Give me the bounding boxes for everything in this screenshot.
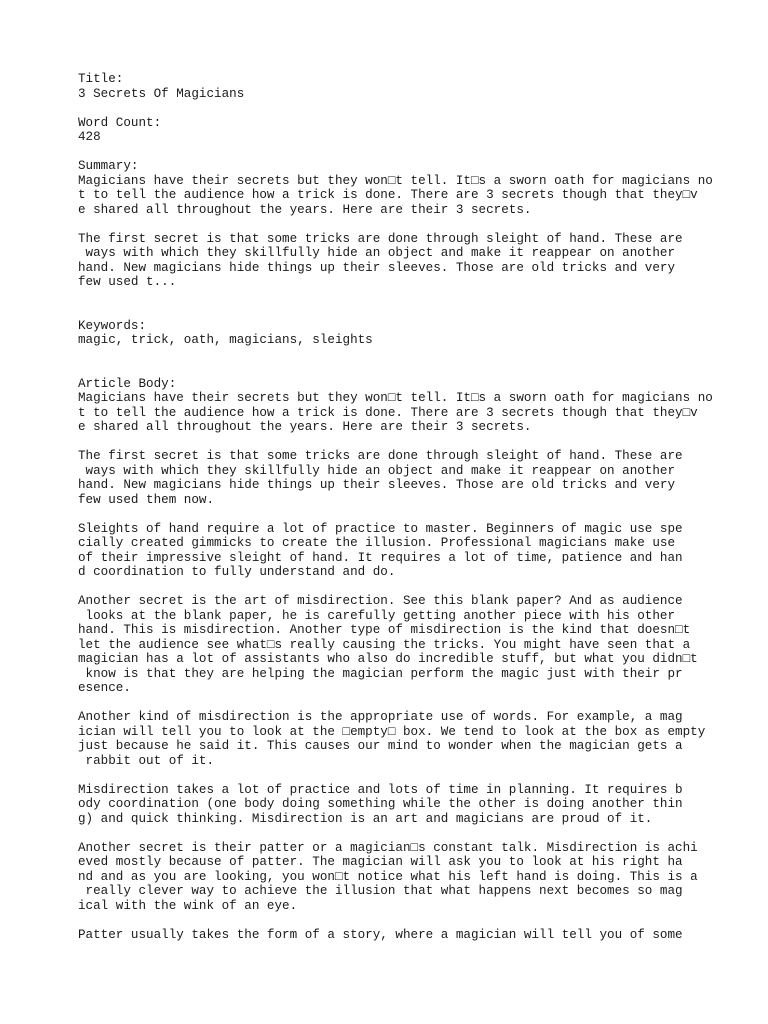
text-line: d coordination to fully understand and do. xyxy=(78,565,396,579)
blank-line xyxy=(78,145,738,160)
blank-line xyxy=(78,826,738,841)
text-line: ician will tell you to look at the □empty□ box. We tend to look at the box as empty xyxy=(78,724,706,739)
text-line: e shared all throughout the years. Here are their 3 secrets. xyxy=(78,202,532,217)
document-text xyxy=(78,72,738,942)
text-line: magician has a lot of assistants who also do incredible stuff, but what you didn□t xyxy=(78,652,698,666)
text-line: know is that they are helping the magician perform the magic just with their pr xyxy=(78,666,683,681)
text-line: Another secret is their patter or a magician□s constant talk. Misdirection is achi xyxy=(78,840,698,855)
text-line: Magicians have their secrets but they won□t tell. It□s a sworn oath for magicians no xyxy=(78,173,713,188)
text-line: ways with which they skillfully hide an object and make it reappear on another xyxy=(78,463,676,478)
blank-line xyxy=(78,362,738,377)
text-line: of their impressive sleight of hand. It requires a lot of time, patience and han xyxy=(78,550,683,565)
text-line: just because he said it. This causes our mind to wonder when the magician gets a xyxy=(78,739,683,753)
blank-line xyxy=(78,217,738,232)
text-line: Word Count: xyxy=(78,115,162,130)
text-line: Misdirection takes a lot of practice and lots of time in planning. It requires b xyxy=(78,782,683,797)
text-line: Another kind of misdirection is the appropriate use of words. For example, a mag xyxy=(78,710,683,724)
text-line: Another secret is the art of misdirection. See this blank paper? And as audience xyxy=(78,594,683,608)
text-line: Title: xyxy=(78,72,124,86)
text-line: few used them now. xyxy=(78,492,215,507)
text-line: 428 xyxy=(78,130,101,144)
text-line: ody coordination (one body doing something while the other is doing another thin xyxy=(78,797,683,811)
text-line: 3 Secrets Of Magicians xyxy=(78,86,245,101)
text-line: hand. This is misdirection. Another type of misdirection is the kind that doesn□t xyxy=(78,623,691,637)
text-line: t to tell the audience how a trick is done. There are 3 secrets though that they□v xyxy=(78,188,698,202)
blank-line xyxy=(78,304,738,319)
text-line: The first secret is that some tricks are done through sleight of hand. These are xyxy=(78,449,683,463)
text-line: Magicians have their secrets but they won□t tell. It□s a sworn oath for magicians no xyxy=(78,391,713,405)
text-line: rabbit out of it. xyxy=(78,753,215,768)
blank-line xyxy=(78,507,738,522)
text-line: Patter usually takes the form of a story, where a magician will tell you of some xyxy=(78,927,683,942)
blank-line xyxy=(78,768,738,783)
text-line: Sleights of hand require a lot of practice to master. Beginners of magic use spe xyxy=(78,521,683,536)
text-line: Article Body: xyxy=(78,376,177,391)
blank-line xyxy=(78,348,738,363)
text-line: g) and quick thinking. Misdirection is an art and magicians are proud of it. xyxy=(78,811,653,826)
blank-line xyxy=(78,435,738,450)
text-line: let the audience see what□s really causing the tricks. You might have seen that a xyxy=(78,637,691,652)
text-line: really clever way to achieve the illusion that what happens next becomes so mag xyxy=(78,884,683,898)
text-line: nd and as you are looking, you won□t notice what his left hand is doing. This is a xyxy=(78,869,698,884)
blank-line xyxy=(78,101,738,116)
text-line: The first secret is that some tricks are done through sleight of hand. These are xyxy=(78,231,683,246)
blank-line xyxy=(78,913,738,928)
text-line: eved mostly because of patter. The magician will ask you to look at his right ha xyxy=(78,855,683,869)
text-line: Keywords: xyxy=(78,318,147,333)
text-line: hand. New magicians hide things up their sleeves. Those are old tricks and very xyxy=(78,260,676,275)
text-line: looks at the blank paper, he is carefully getting another piece with his other xyxy=(78,608,676,623)
text-line: hand. New magicians hide things up their sleeves. Those are old tricks and very xyxy=(78,478,676,492)
text-line: esence. xyxy=(78,681,131,695)
blank-line xyxy=(78,580,738,595)
text-line: cially created gimmicks to create the illusion. Professional magicians make use xyxy=(78,536,676,550)
blank-line xyxy=(78,696,738,711)
blank-line xyxy=(78,290,738,305)
text-line: few used t... xyxy=(78,275,177,289)
text-line: ical with the wink of an eye. xyxy=(78,898,298,913)
text-line: ways with which they skillfully hide an object and make it reappear on another xyxy=(78,246,676,260)
text-line: t to tell the audience how a trick is done. There are 3 secrets though that they□v xyxy=(78,405,698,420)
text-line: Summary: xyxy=(78,159,139,173)
text-line: e shared all throughout the years. Here are their 3 secrets. xyxy=(78,420,532,434)
text-line: magic, trick, oath, magicians, sleights xyxy=(78,333,373,347)
